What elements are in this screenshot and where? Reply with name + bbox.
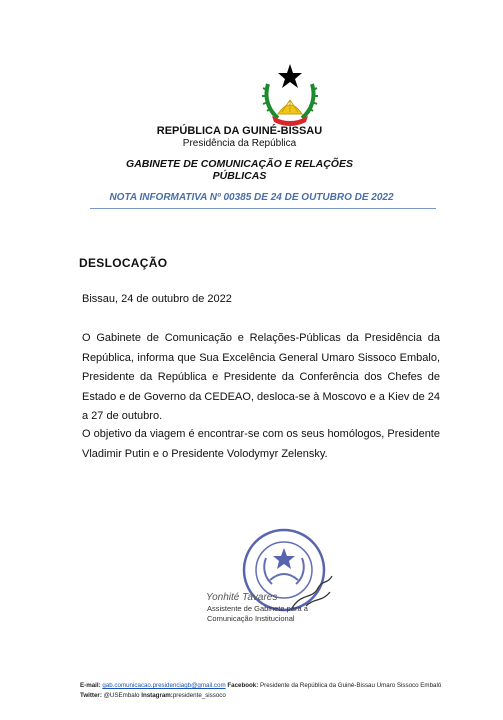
twitter-label: Twitter: xyxy=(80,692,102,699)
note-reference: NOTA INFORMATIVA Nº 00385 DE 24 DE OUTUBRO DE 2022 xyxy=(109,192,394,203)
office-title xyxy=(0,158,491,182)
footer-line1 xyxy=(80,681,490,691)
signatory-role-line2: Comunicação Institucional xyxy=(207,614,295,623)
footer-line2 xyxy=(80,691,490,701)
facebook-value: Presidente da República da Guiné-Bissau Umaro Sissoco Embaló xyxy=(260,682,442,689)
country-title: REPÚBLICA DA GUINÉ-BISSAU xyxy=(156,125,323,137)
signatory-role xyxy=(207,604,308,624)
instagram-value: presidente_sissoco xyxy=(172,692,226,699)
contact-footer xyxy=(80,681,490,701)
date-line: Bissau, 24 de outubro de 2022 xyxy=(82,293,232,305)
office-title-line1: GABINETE DE COMUNICAÇÃO E RELAÇÕES xyxy=(126,158,353,170)
signatory-name: Yonhité Tavares xyxy=(206,592,278,603)
twitter-value: @USEmbalo xyxy=(103,692,140,699)
institution-subtitle: Presidência da República xyxy=(182,138,297,149)
header-divider xyxy=(90,208,436,209)
email-link[interactable]: gab.comunicacao.presidenciagb@gmail.com xyxy=(102,682,226,689)
instagram-label: Instagram: xyxy=(141,692,173,699)
section-title: DESLOCAÇÃO xyxy=(79,256,168,270)
email-label: E-mail: xyxy=(80,682,101,689)
national-emblem-icon xyxy=(260,62,320,128)
paragraph-announcement: O Gabinete de Comunicação e Relações-Públicas da Presidência da República, informa que Sua Excelência General Umaro Sissoco Embalo, Presidente da República e Presidente da Conferência dos Chefes de Estado e de Governo da CEDEAO, desloca-se à Moscovo e a Kiev de 24 a 27 de outubro. xyxy=(82,332,440,422)
facebook-label: Facebook: xyxy=(227,682,259,689)
office-title-line2: PÚBLICAS xyxy=(212,170,267,182)
signatory-role-line1: Assistente de Gabinete para a xyxy=(207,604,308,613)
paragraph-objective: O objetivo da viagem é encontrar-se com os seus homólogos, Presidente Vladimir Putin e o Presidente Volodymyr Zelensky. xyxy=(82,428,440,460)
